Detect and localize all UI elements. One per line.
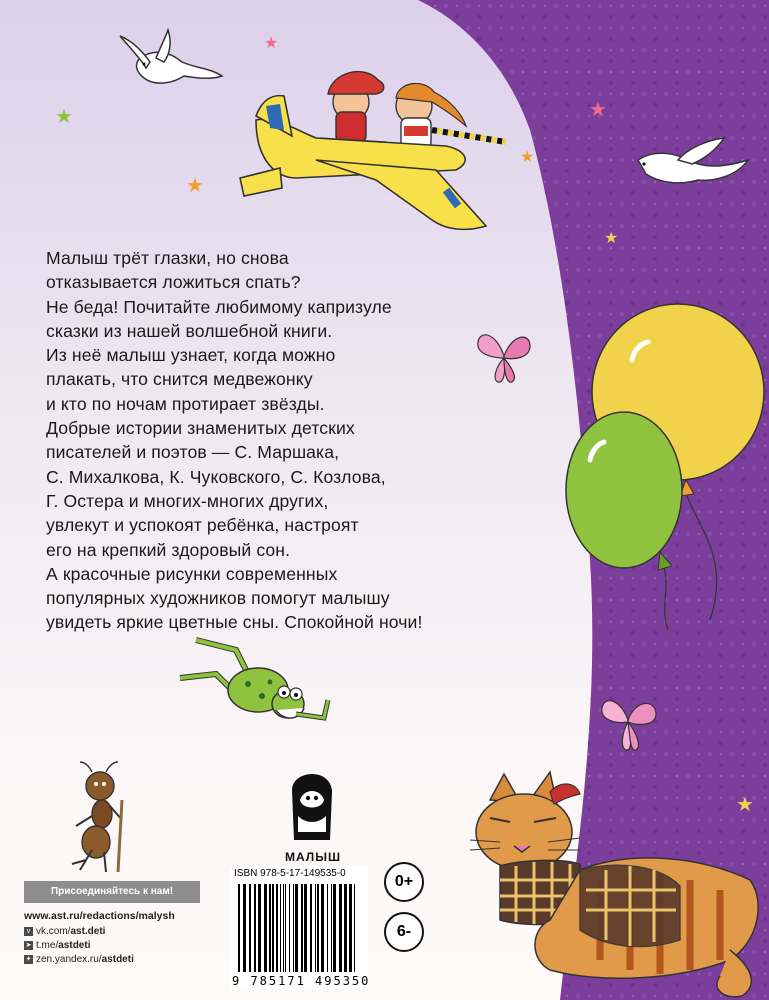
social-link-vk[interactable]: v vk.com/ast.deti xyxy=(24,926,105,937)
isbn-label: ISBN 978-5-17-149535-0 xyxy=(234,868,346,879)
zen-icon: ✦ xyxy=(25,955,32,963)
description-line: увлекут и успокоят ребёнка, настроят xyxy=(46,515,359,536)
description-line: плакать, что снится медвежонку xyxy=(46,369,313,390)
star-icon: ★ xyxy=(186,175,204,197)
social-link-zen[interactable]: ✦ zen.yandex.ru/astdeti xyxy=(25,954,134,965)
website-link[interactable]: www.ast.ru/redactions/malysh xyxy=(24,910,175,922)
description-line: популярных художников помогут малышу xyxy=(46,588,390,609)
vk-icon: v xyxy=(24,927,33,936)
description-line: Малыш трёт глазки, но снова xyxy=(46,248,289,268)
butterfly-illustration xyxy=(600,690,660,760)
description-line: Из неё малыш узнает, когда можно xyxy=(46,345,336,366)
description-line: сказки из нашей волшебной книги. xyxy=(46,320,333,341)
social-link-telegram[interactable]: ➤ t.me/astdeti xyxy=(25,940,91,951)
barcode-digits: 9 785171 495350 xyxy=(232,974,371,988)
frog-illustration xyxy=(176,630,336,740)
star-icon: ★ xyxy=(604,230,619,247)
star-icon: ★ xyxy=(589,99,607,121)
description-line: А красочные рисунки современных xyxy=(46,563,338,584)
barcode-icon xyxy=(236,884,362,974)
age-rating-badge: 6- xyxy=(384,912,424,952)
balloons-illustration xyxy=(560,300,769,630)
description-line: его на крепкий здоровый сон. xyxy=(46,539,291,560)
star-icon: ★ xyxy=(55,106,73,128)
description-line: отказывается ложиться спать? xyxy=(46,272,301,293)
description-line: Не беда! Почитайте любимому капризуле xyxy=(46,296,392,317)
star-icon: ★ xyxy=(736,794,754,816)
book-description xyxy=(46,246,516,635)
ant-illustration xyxy=(62,760,142,875)
join-us-banner: Присоединяйтесь к нам! xyxy=(24,881,200,903)
description-line: писателей и поэтов — С. Маршака, xyxy=(46,442,340,463)
publisher-name: МАЛЫШ xyxy=(284,850,342,864)
description-line: увидеть яркие цветные сны. Спокойной ночи! xyxy=(46,612,423,633)
star-icon: ★ xyxy=(264,35,279,52)
star-icon: ★ xyxy=(520,149,535,166)
telegram-icon: ➤ xyxy=(25,941,32,949)
age-rating-badge: 0+ xyxy=(384,862,424,902)
dove-illustration xyxy=(628,130,758,200)
description-line: и кто по ночам протирает звёзды. xyxy=(46,393,325,414)
airplane-illustration xyxy=(236,50,526,240)
cat-illustration xyxy=(430,770,769,1000)
description-line: С. Михалкова, К. Чуковского, С. Козлова, xyxy=(46,466,386,487)
dove-illustration xyxy=(110,28,230,98)
publisher-logo-icon xyxy=(282,770,342,850)
description-line: Г. Остера и многих-многих других, xyxy=(46,490,329,511)
description-line: Добрые истории знаменитых детских xyxy=(46,418,355,439)
